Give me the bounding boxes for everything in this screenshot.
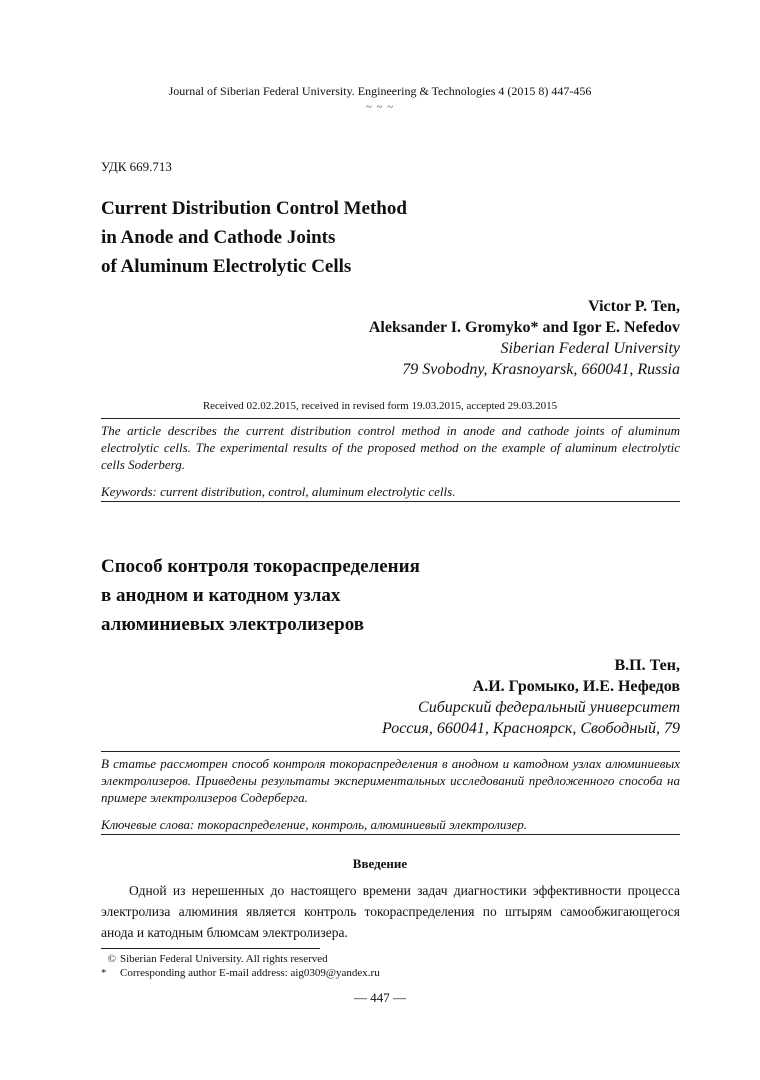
copyright-text: Siberian Federal University. All rights reserved — [120, 953, 328, 965]
english-authors-block — [369, 296, 680, 380]
udk-code: УДК 669.713 — [101, 159, 172, 174]
section-heading: Введение — [352, 856, 408, 871]
russian-abstract: В статье рассмотрен способ контроля токораспределения в анодном и катодном узлах алюминиевых электролизеров. Приведены результаты экспериментальных исследований предложенного способа на примере электролизеров Содерберга. — [101, 756, 680, 805]
asterisk-mark: * — [101, 967, 107, 979]
russian-title-line: в анодном и катодном узлах — [101, 585, 341, 606]
page-number: — 447 — — [354, 990, 406, 1005]
journal-header: Journal of Siberian Federal University. Engineering & Technologies 4 (2015 8) 447-456 — [168, 84, 592, 98]
english-abstract: The article describes the current distribution control method in anode and cathode joints of aluminum electrolytic cells. The experimental results of the proposed method on the example of aluminum electrolytic cells Soderberg. — [101, 423, 680, 472]
copyright-mark: © — [107, 953, 116, 965]
russian-address: Россия, 660041, Красноярск, Свободный, 79 — [382, 720, 680, 737]
footnote-corresponding — [101, 966, 380, 980]
russian-affiliation: Сибирский федеральный университет — [418, 699, 680, 716]
english-affiliation: Siberian Federal University — [500, 340, 680, 357]
english-address: 79 Svobodny, Krasnoyarsk, 660041, Russia — [402, 361, 680, 378]
english-keywords: Keywords: current distribution, control, aluminum electrolytic cells. — [101, 484, 456, 499]
received-dates: Received 02.02.2015, received in revised form 19.03.2015, accepted 29.03.2015 — [202, 400, 558, 412]
russian-authors-block — [382, 655, 680, 739]
english-title-line: Current Distribution Control Method — [101, 198, 407, 219]
english-title-line: in Anode and Cathode Joints — [101, 227, 336, 248]
russian-abstract-top-rule — [101, 751, 680, 752]
intro-paragraph — [101, 880, 680, 943]
russian-keywords: Ключевые слова: токораспределение, контроль, алюминиевый электролизер. — [101, 817, 527, 832]
russian-title — [101, 552, 420, 639]
footnote-rule — [101, 948, 320, 949]
russian-title-line: алюминиевых электролизеров — [101, 614, 364, 635]
english-title-line: of Aluminum Electrolytic Cells — [101, 256, 352, 277]
english-authors-line2: Aleksander I. Gromyko* and Igor E. Nefedov — [368, 319, 680, 336]
corresponding-text: Corresponding author E-mail address: aig0309@yandex.ru — [120, 967, 380, 979]
abstract-bottom-rule — [101, 501, 680, 502]
english-authors-line1: Victor P. Ten, — [588, 298, 680, 315]
english-title — [101, 194, 407, 281]
abstract-top-rule — [101, 418, 680, 419]
intro-text: Одной из нерешенных до настоящего времени задач диагностики эффективности процесса электролиза алюминия является контроль токораспределения по штырям самообжигающегося анода и катодным блюмсам электролизера. — [101, 883, 680, 940]
russian-authors-line1: В.П. Тен, — [614, 657, 680, 674]
russian-title-line: Способ контроля токораспределения — [101, 556, 420, 577]
russian-abstract-bottom-rule — [101, 834, 680, 835]
footnote-copyright — [101, 952, 328, 966]
russian-authors-line2: А.И. Громыко, И.Е. Нефедов — [472, 678, 680, 695]
header-ornament: ~ ~ ~ — [365, 101, 395, 113]
